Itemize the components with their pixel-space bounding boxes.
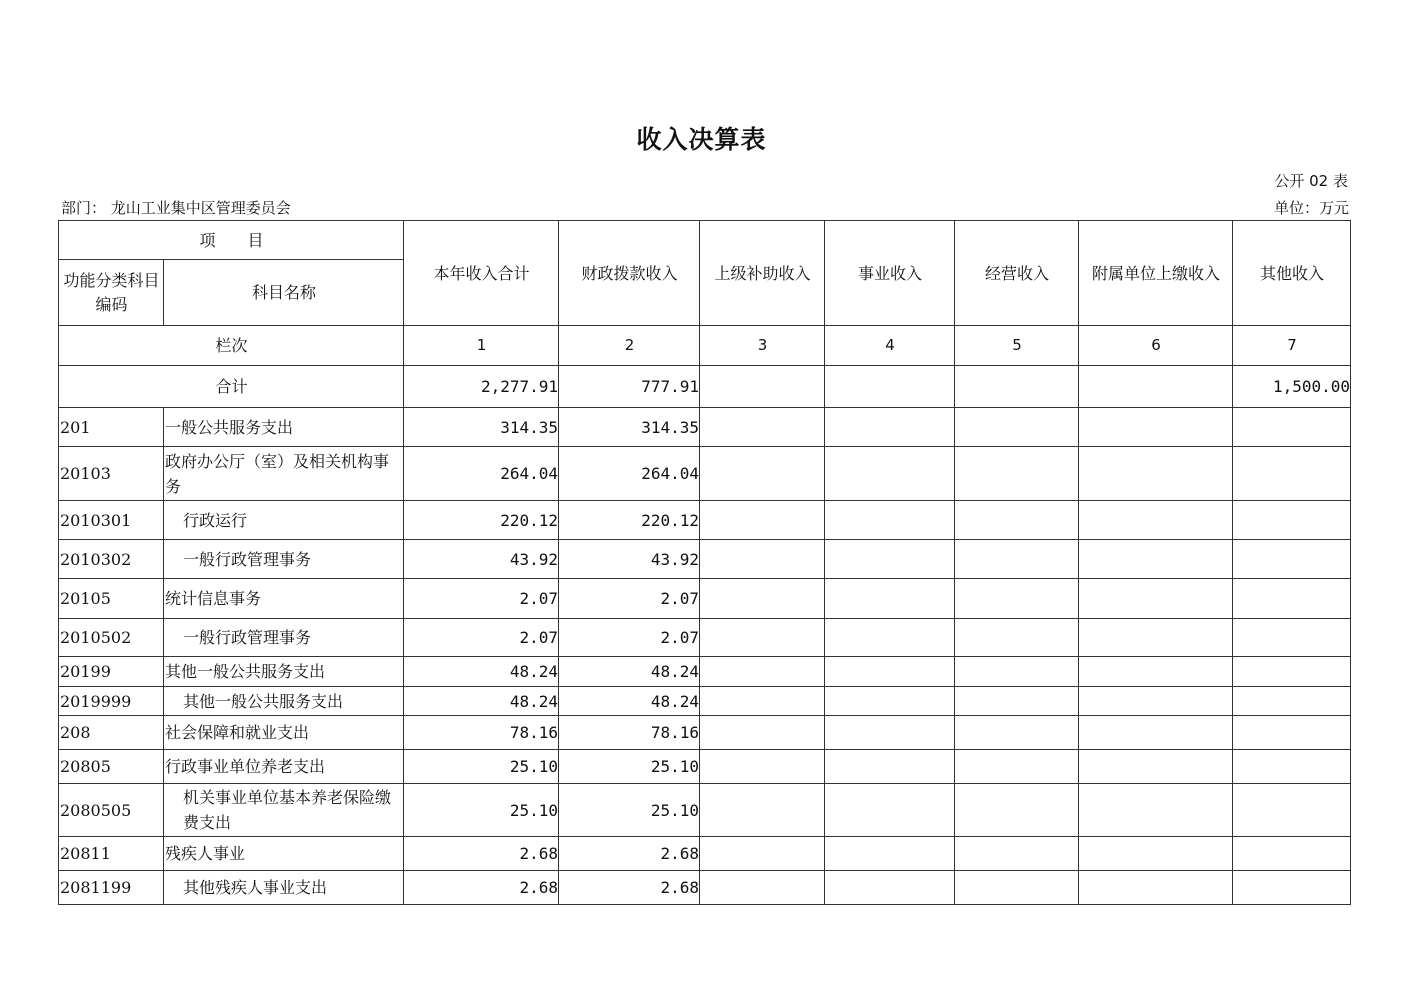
row-code: 2010502 [59,619,164,657]
row-total: 43.92 [404,540,559,579]
row-code: 208 [59,716,164,750]
sum-total: 2,277.91 [404,366,559,408]
column-number: 3 [700,326,825,366]
column-number-row [59,326,1351,366]
column-number-label: 栏次 [59,326,404,366]
row-total: 2.07 [404,619,559,657]
row-fiscal: 2.68 [559,871,700,905]
header-other: 其他收入 [1233,221,1351,326]
row-name: 统计信息事务 [164,579,404,619]
doc-code-label: 公开 02 表 [1274,172,1348,190]
row-code: 20805 [59,750,164,784]
row-total: 48.24 [404,657,559,687]
empty-cell [1079,366,1233,408]
table-row [59,619,1351,657]
page-title: 收入决算表 [636,125,767,154]
header-subject-name: 科目名称 [164,260,404,326]
row-total: 2.68 [404,871,559,905]
table-row [59,750,1351,784]
row-name: 政府办公厅（室）及相关机构事务 [164,447,404,501]
table-row [59,837,1351,871]
row-total: 25.10 [404,750,559,784]
row-fiscal: 25.10 [559,750,700,784]
unit-label: 单位：万元 [1273,199,1349,217]
row-fiscal: 78.16 [559,716,700,750]
row-total: 314.35 [404,408,559,447]
row-name: 其他残疾人事业支出 [164,871,404,905]
table-row [59,579,1351,619]
row-total: 48.24 [404,687,559,716]
row-total: 25.10 [404,784,559,837]
row-name: 行政运行 [164,501,404,540]
row-fiscal: 43.92 [559,540,700,579]
column-number: 4 [825,326,955,366]
table-row [59,657,1351,687]
row-code: 20103 [59,447,164,501]
table-row [59,408,1351,447]
row-code: 2080505 [59,784,164,837]
header-business: 事业收入 [825,221,955,326]
sum-fiscal: 777.91 [559,366,700,408]
row-code: 2010301 [59,501,164,540]
row-code: 20811 [59,837,164,871]
row-name: 机关事业单位基本养老保险缴费支出 [164,784,404,837]
row-code: 2081199 [59,871,164,905]
sum-other: 1,500.00 [1233,366,1351,408]
row-fiscal: 314.35 [559,408,700,447]
header-superior: 上级补助收入 [700,221,825,326]
row-total: 264.04 [404,447,559,501]
header-fiscal: 财政拨款收入 [559,221,700,326]
table-row [59,501,1351,540]
empty-cell [700,366,825,408]
column-number: 7 [1233,326,1351,366]
row-fiscal: 2.07 [559,579,700,619]
row-fiscal: 48.24 [559,657,700,687]
header-total: 本年收入合计 [404,221,559,326]
header-func-code: 功能分类科目编码 [59,260,164,326]
meta-row [61,197,1349,217]
header-item: 项 目 [59,221,404,260]
header-affiliated: 附属单位上缴收入 [1079,221,1233,326]
column-number: 2 [559,326,700,366]
row-fiscal: 220.12 [559,501,700,540]
row-code: 20199 [59,657,164,687]
row-code: 201 [59,408,164,447]
row-fiscal: 2.68 [559,837,700,871]
sum-label: 合计 [59,366,404,408]
row-total: 2.07 [404,579,559,619]
sum-row [59,366,1351,408]
row-name: 其他一般公共服务支出 [164,687,404,716]
table-row [59,784,1351,837]
empty-cell [955,366,1079,408]
table-row [59,871,1351,905]
row-code: 20105 [59,579,164,619]
row-code: 2010302 [59,540,164,579]
row-total: 78.16 [404,716,559,750]
row-total: 2.68 [404,837,559,871]
header-operating: 经营收入 [955,221,1079,326]
row-total: 220.12 [404,501,559,540]
row-fiscal: 48.24 [559,687,700,716]
row-code: 2019999 [59,687,164,716]
table-row [59,687,1351,716]
row-name: 残疾人事业 [164,837,404,871]
table-row [59,447,1351,501]
row-fiscal: 2.07 [559,619,700,657]
empty-cell [825,366,955,408]
row-fiscal: 25.10 [559,784,700,837]
column-number: 1 [404,326,559,366]
table-row [59,540,1351,579]
column-number: 6 [1079,326,1233,366]
row-name: 社会保障和就业支出 [164,716,404,750]
row-name: 行政事业单位养老支出 [164,750,404,784]
row-fiscal: 264.04 [559,447,700,501]
table-row [59,716,1351,750]
header-row-1 [59,221,1351,260]
income-settlement-table [58,220,1351,905]
column-number: 5 [955,326,1079,366]
row-name: 一般公共服务支出 [164,408,404,447]
row-name: 一般行政管理事务 [164,540,404,579]
row-name: 一般行政管理事务 [164,619,404,657]
row-name: 其他一般公共服务支出 [164,657,404,687]
department-label: 部门： 龙山工业集中区管理委员会 [61,199,291,217]
